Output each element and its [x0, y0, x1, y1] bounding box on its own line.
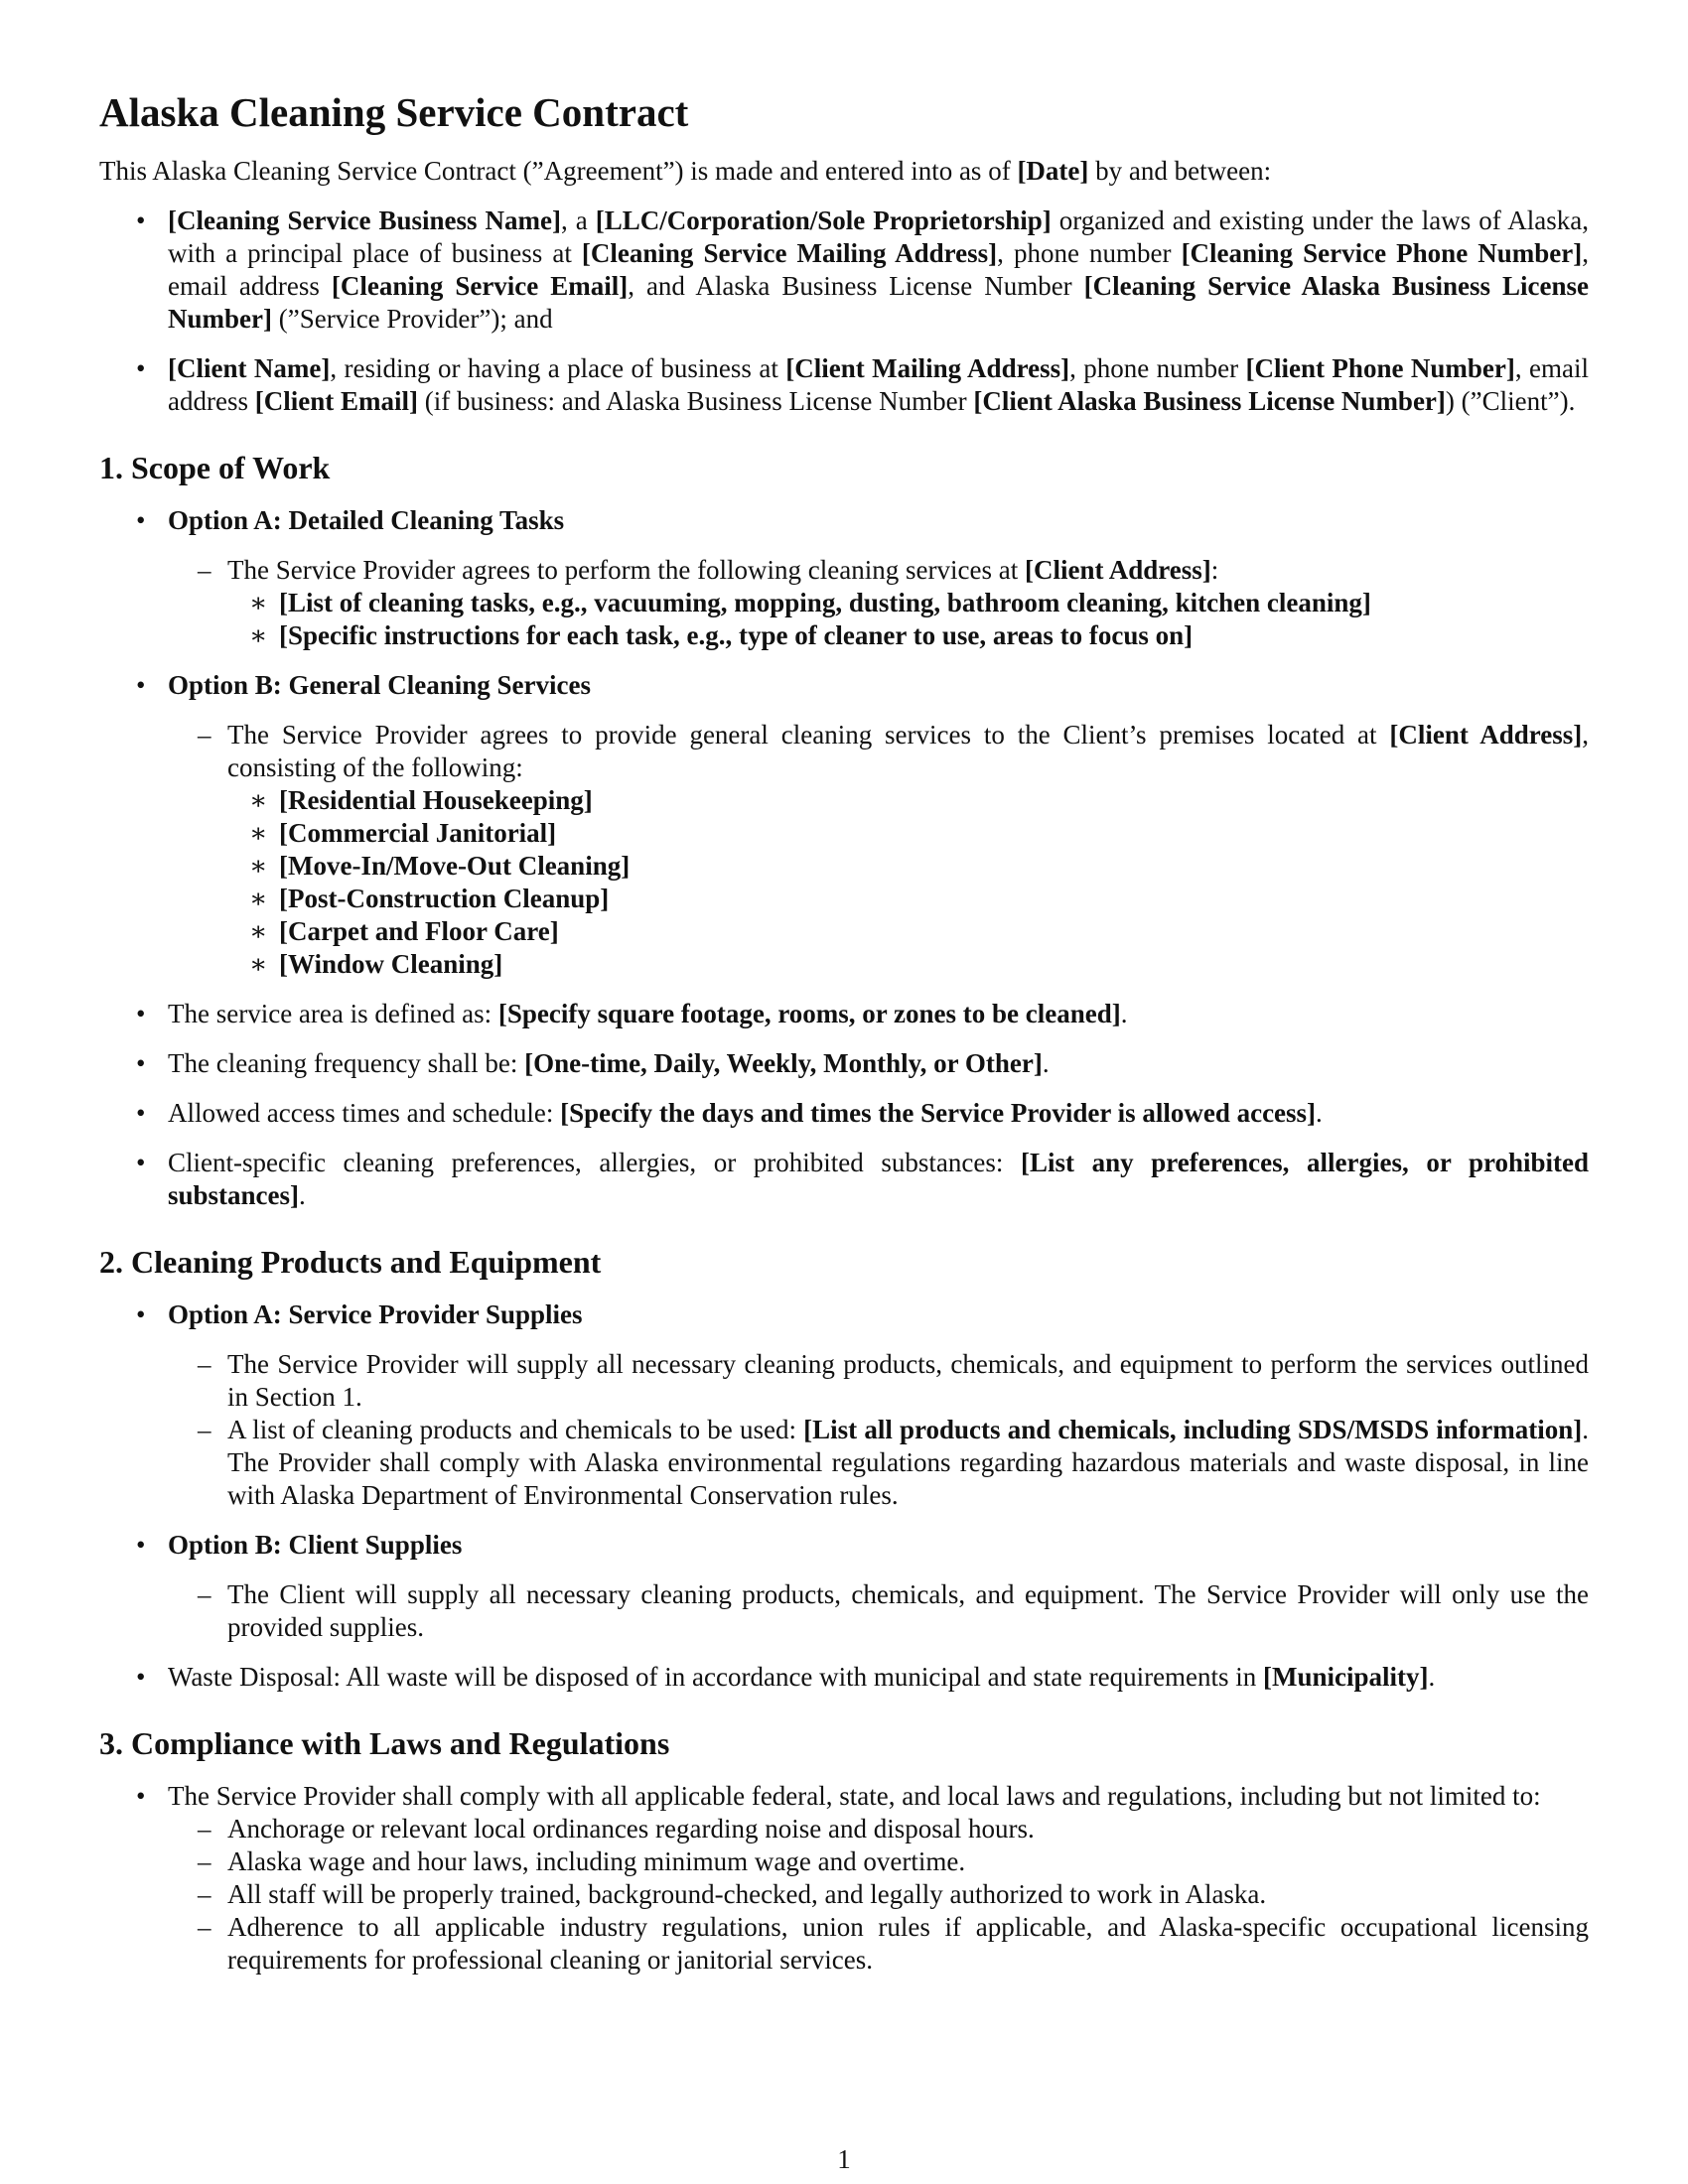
placeholder-field: [List all products and chemicals, including SDS/MSDS information] [803, 1415, 1583, 1444]
text-run: organized and existing under the laws of Alaska, with a principal place of business at [168, 205, 1589, 268]
text-run: . [299, 1180, 306, 1210]
list-item [99, 1097, 1589, 1130]
section-heading: 2. Cleaning Products and Equipment [99, 1244, 602, 1280]
text-run: , phone number [997, 238, 1182, 268]
list-item [99, 998, 1589, 1030]
placeholder-field: Option B: Client Supplies [168, 1530, 463, 1560]
contract-section [99, 1242, 1589, 1694]
placeholder-field: [Cleaning Service Mailing Address] [581, 238, 998, 268]
sub-sub-list-item [227, 915, 1589, 948]
placeholder-field: [One-time, Daily, Weekly, Monthly, or Other] [524, 1048, 1043, 1078]
text-run: , residing or having a place of business at [330, 353, 786, 383]
placeholder-field: [Post-Construction Cleanup] [279, 884, 610, 913]
list-item [99, 1047, 1589, 1080]
text-run: The cleaning frequency shall be: [168, 1048, 525, 1078]
contract-section [99, 448, 1589, 1212]
list-item [99, 1529, 1589, 1644]
list-item [99, 504, 1589, 652]
sub-sub-list [227, 587, 1589, 652]
placeholder-field: [Client Mailing Address] [785, 353, 1070, 383]
text-run: , email address [168, 353, 1589, 416]
sub-list [168, 719, 1589, 981]
document-body [99, 87, 1589, 1977]
text-run: The Service Provider agrees to perform the following cleaning services at [227, 555, 1025, 585]
placeholder-field: [Client Address] [1024, 555, 1211, 585]
placeholder-field: [Client Phone Number] [1245, 353, 1515, 383]
placeholder-field: [Cleaning Service Alaska Business License Number] [168, 271, 1589, 334]
sub-sub-list-item [227, 850, 1589, 883]
section-list [99, 1780, 1589, 1977]
sub-sub-list-item [227, 619, 1589, 652]
placeholder-field: [Specify the days and times the Service Provider is allowed access] [560, 1098, 1317, 1128]
sub-list-item [168, 1878, 1589, 1911]
placeholder-field: [List any preferences, allergies, or prohibited substances] [168, 1148, 1589, 1210]
text-run: . [1042, 1048, 1050, 1078]
sub-list-item [168, 1414, 1589, 1512]
text-run: , and Alaska Business License Number [628, 271, 1084, 301]
sub-list-item [168, 1348, 1589, 1414]
placeholder-field: [Commercial Janitorial] [279, 818, 557, 848]
placeholder-field: [Residential Housekeeping] [279, 785, 593, 815]
text-run: , phone number [1069, 353, 1246, 383]
list-item [99, 1298, 1589, 1512]
intro-paragraph [99, 155, 1589, 188]
list-item [99, 1147, 1589, 1212]
placeholder-field: [Cleaning Service Phone Number] [1181, 238, 1583, 268]
text-run: The Service Provider agrees to provide general cleaning services to the Client’s premises located at [227, 720, 1390, 750]
placeholder-field: [List of cleaning tasks, e.g., vacuuming, mopping, dusting, bathroom cleaning, kitchen cleaning] [279, 588, 1371, 617]
page-number: 1 [837, 2144, 851, 2174]
text-run: Client-specific cleaning preferences, allergies, or prohibited substances: [168, 1148, 1021, 1177]
text-run: ) (”Client”). [1445, 386, 1576, 416]
placeholder-field: [Carpet and Floor Care] [279, 916, 559, 946]
text-run: The Service Provider shall comply with all applicable federal, state, and local laws and regulations, including but not limited to: [168, 1781, 1541, 1811]
sub-sub-list [227, 784, 1589, 981]
sub-list-item [168, 1845, 1589, 1878]
placeholder-field: [Move-In/Move-Out Cleaning] [279, 851, 631, 881]
sub-sub-list-item [227, 817, 1589, 850]
parties-list [99, 205, 1589, 418]
sub-list-item [168, 1911, 1589, 1977]
placeholder-field: Option A: Detailed Cleaning Tasks [168, 505, 565, 535]
text-run: : [1210, 555, 1219, 585]
placeholder-field: [Specify square footage, rooms, or zones to be cleaned] [497, 999, 1121, 1028]
text-run: The Service Provider will supply all necessary cleaning products, chemicals, and equipment to perform the services outlined in Section 1. [227, 1349, 1589, 1412]
text-run: A list of cleaning products and chemicals to be used: [227, 1415, 804, 1444]
sub-list [168, 1578, 1589, 1644]
text-run: (if business: and Alaska Business License Number [417, 386, 974, 416]
text-run: . The Provider shall comply with Alaska environmental regulations regarding hazardous materials and waste disposal, in line with Alaska Department of Environmental Conservation rules. [227, 1415, 1589, 1510]
placeholder-field: [LLC/Corporation/Sole Proprietorship] [595, 205, 1052, 235]
text-run: Anchorage or relevant local ordinances regarding noise and disposal hours. [227, 1814, 1035, 1843]
text-run: Adherence to all applicable industry regulations, union rules if applicable, and Alaska-specific occupational licensing requirements for professional cleaning or janitorial services. [227, 1912, 1589, 1975]
party-item [99, 352, 1589, 418]
placeholder-field: [Client Address] [1389, 720, 1583, 750]
text-run: Waste Disposal: All waste will be disposed of in accordance with municipal and state requirements in [168, 1662, 1264, 1692]
sub-list-item [168, 1813, 1589, 1845]
sub-sub-list-item [227, 784, 1589, 817]
sub-list-item [168, 554, 1589, 652]
placeholder-field: [Cleaning Service Business Name] [168, 205, 562, 235]
text-run: . [1316, 1098, 1323, 1128]
sub-list [168, 1813, 1589, 1977]
text-run: (”Service Provider”); and [271, 304, 553, 334]
text-run: . [1428, 1662, 1436, 1692]
text-run: Allowed access times and schedule: [168, 1098, 561, 1128]
placeholder-field: [Window Cleaning] [279, 949, 503, 979]
placeholder-field: Option B: General Cleaning Services [168, 670, 591, 700]
text-run: Alaska wage and hour laws, including minimum wage and overtime. [227, 1846, 966, 1876]
text-run: by and between: [1088, 156, 1272, 186]
section-list [99, 1298, 1589, 1694]
sub-sub-list-item [227, 948, 1589, 981]
party-item [99, 205, 1589, 336]
placeholder-field: Option A: Service Provider Supplies [168, 1299, 583, 1329]
text-run: , consisting of the following: [227, 720, 1589, 782]
sections-container [99, 448, 1589, 1977]
placeholder-field: [Date] [1017, 156, 1089, 186]
placeholder-field: [Cleaning Service Email] [331, 271, 629, 301]
text-run: , a [561, 205, 596, 235]
sub-sub-list-item [227, 587, 1589, 619]
text-run: The Client will supply all necessary cleaning products, chemicals, and equipment. The Service Provider will only use the provided supplies. [227, 1579, 1589, 1642]
placeholder-field: [Client Alaska Business License Number] [973, 386, 1446, 416]
placeholder-field: [Client Name] [168, 353, 331, 383]
text-run: . [1120, 999, 1128, 1028]
placeholder-field: [Municipality] [1263, 1662, 1429, 1692]
list-item [99, 669, 1589, 981]
sub-list-item [168, 1578, 1589, 1644]
section-list [99, 504, 1589, 1212]
sub-sub-list-item [227, 883, 1589, 915]
document-title: Alaska Cleaning Service Contract [99, 89, 689, 135]
section-heading: 1. Scope of Work [99, 450, 331, 485]
text-run: This Alaska Cleaning Service Contract (”Agreement”) is made and entered into as of [99, 156, 1018, 186]
contract-section [99, 1723, 1589, 1977]
placeholder-field: [Client Email] [254, 386, 418, 416]
list-item [99, 1661, 1589, 1694]
list-item [99, 1780, 1589, 1977]
section-heading: 3. Compliance with Laws and Regulations [99, 1725, 670, 1761]
sub-list [168, 554, 1589, 652]
sub-list [168, 1348, 1589, 1512]
sub-list-item [168, 719, 1589, 981]
text-run: All staff will be properly trained, background-checked, and legally authorized to work in Alaska. [227, 1879, 1267, 1909]
text-run: The service area is defined as: [168, 999, 498, 1028]
placeholder-field: [Specific instructions for each task, e.g., type of cleaner to use, areas to focus on] [279, 620, 1194, 650]
text-run: , email address [168, 238, 1589, 301]
